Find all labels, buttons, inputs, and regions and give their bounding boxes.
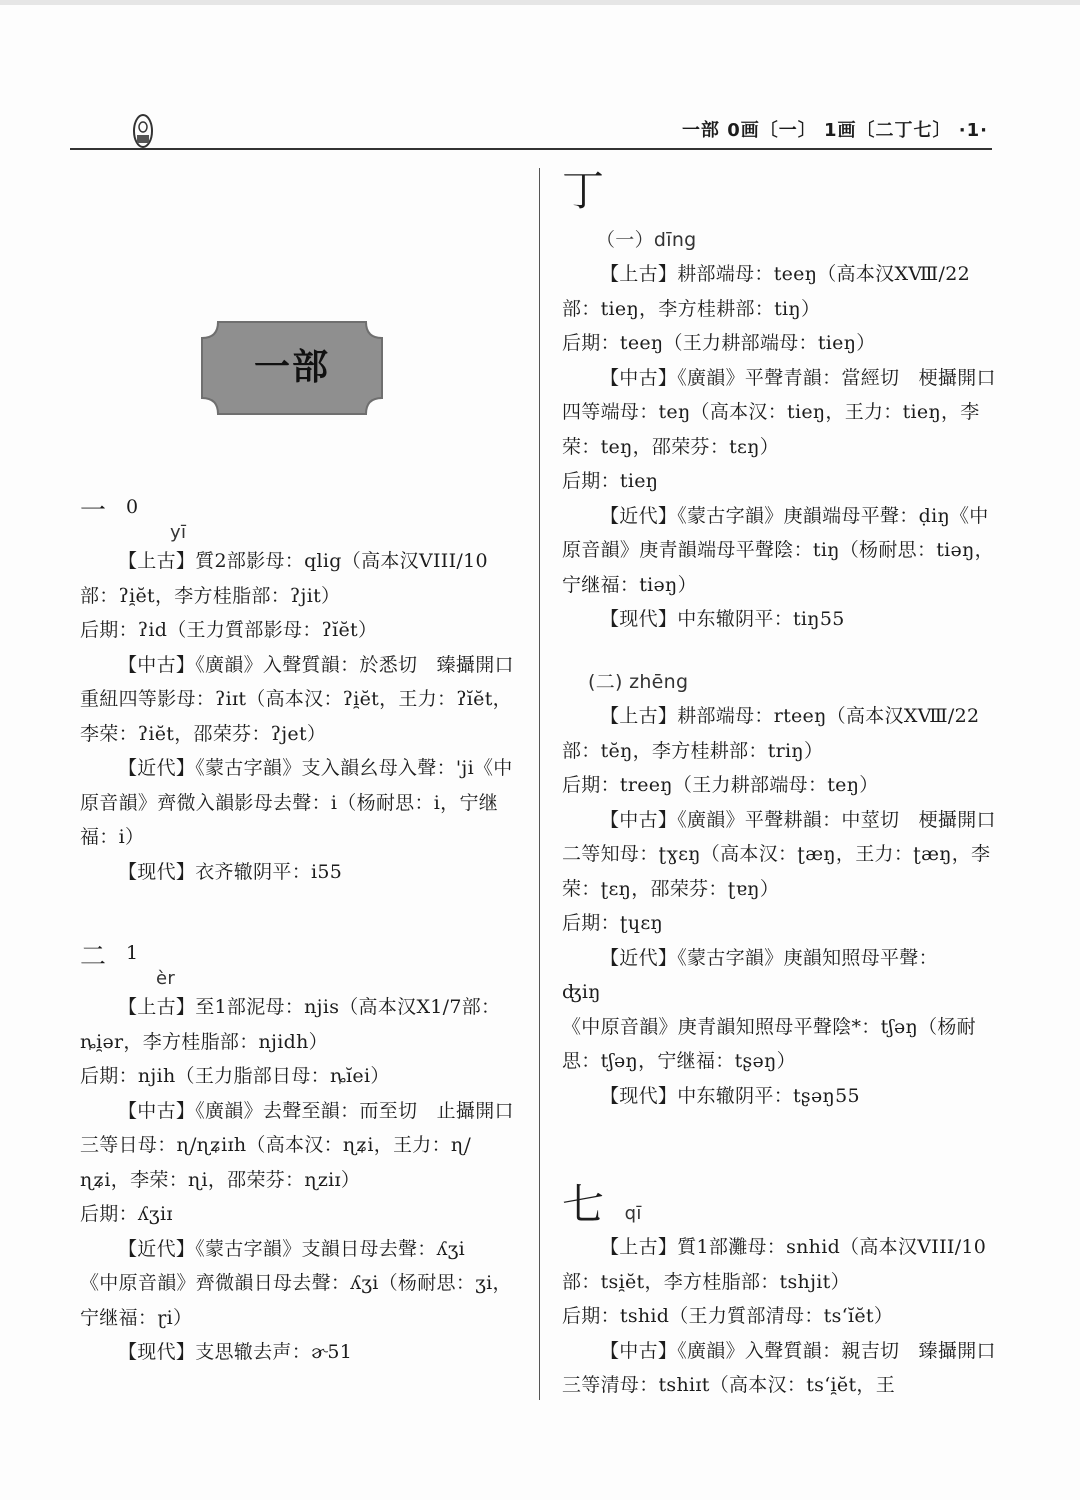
zhonggu-text: 【中古】《廣韻》平聲青韻：當經切 梗攝開口四等端母：teŋ（高本汉：tieŋ，王力：tieŋ，李荣：teŋ，邵荣芬：tɛŋ） xyxy=(562,366,996,458)
zhonggu-text: 【中古】《廣韻》入聲質韻：親吉切 臻攝開口三等清母：tshiɪt（高本汉：tsʻi̯ĕt，王 xyxy=(562,1339,996,1396)
zhonggu-text: 【中古】《廣韻》平聲耕韻：中莖切 梗攝開口二等知母：ʈɣɛŋ（高本汉：ʈæŋ，王力：ʈæŋ，李荣：ʈɛŋ，邵荣芬：ʈɐŋ） xyxy=(562,808,996,900)
pinyin: qī xyxy=(624,1203,642,1224)
shanggu-late-text: 后期：ʔid（王力質部影母：ʔĭĕt） xyxy=(80,619,378,641)
head-character: 七 xyxy=(562,1180,605,1229)
reading-label: (二) zhēng xyxy=(588,670,689,693)
shanggu-text: 【上古】質1部灘母：snhid（高本汉VIII/10部：tsi̯ĕt，李方桂脂部：tshjit） xyxy=(562,1236,987,1293)
xiandai-text: 【现代】中东辙阴平：tiŋ55 xyxy=(600,608,845,630)
head-character: 丁 xyxy=(562,166,605,215)
jindai-text-2: ʤiŋ xyxy=(562,981,601,1003)
zhonggu-late-text: 后期：ʎʒiɪ xyxy=(80,1203,173,1225)
shanggu-late-text: 后期：treeŋ（王力耕部端母：teŋ） xyxy=(562,774,879,796)
zhonggu-late-text: 后期：ʈɥɛŋ xyxy=(562,912,664,934)
zhonggu-text: 【中古】《廣韻》去聲至韻：而至切 止攝開口三等日母：ɳ/ɳʑiɪh（高本汉：ɳʑi，王力：ɳ/ɳʑi，李荣：ɳi，邵荣芬：ɳziɪ） xyxy=(80,1099,514,1191)
section-badge xyxy=(200,320,384,416)
column-divider xyxy=(539,168,540,1400)
shanggu-text: 【上古】至1部泥母：njis（高本汉X1/7部：ȵi̯ər，李方桂脂部：njidh） xyxy=(80,996,501,1053)
header-rule xyxy=(70,148,992,150)
stroke-count: 0 xyxy=(126,496,139,518)
zhonggu-late-text: 后期：tieŋ xyxy=(562,470,659,492)
shanggu-late-text: 后期：teeŋ（王力耕部端母：tieŋ） xyxy=(562,332,876,354)
top-strip xyxy=(0,0,1080,5)
zhonggu-text: 【中古】《廣韻》入聲質韻：於悉切 臻攝開口重紐四等影母：ʔiɪt（高本汉：ʔi̯ĕt，王力：ʔĭĕt，李荣：ʔiĕt，邵荣芬：ʔjet） xyxy=(80,653,514,745)
jindai-text: 【近代】《蒙古字韻》庚韻知照母平聲： xyxy=(600,946,938,969)
entry-qi xyxy=(562,1180,1002,1403)
shanggu-text: 【上古】質2部影母：qlig（高本汉VIII/10部：ʔi̯ĕt，李方桂脂部：ʔjit） xyxy=(80,550,488,607)
xiandai-text: 【现代】支思辙去声：ɚ51 xyxy=(118,1341,353,1363)
jindai-text: 【近代】《蒙古字韻》支韻日母去聲：ʎʒi xyxy=(118,1237,466,1260)
xiandai-text: 【现代】中东辙阴平：tʂəŋ55 xyxy=(600,1084,860,1107)
shanggu-text: 【上古】耕部端母：rteeŋ（高本汉XⅧ/22部：tĕŋ，李方桂耕部：triŋ） xyxy=(562,705,980,762)
pinyin: yī xyxy=(170,522,187,543)
stroke-count: 1 xyxy=(126,942,139,964)
jindai-text: 【近代】《蒙古字韻》支入韻幺母入聲：'ji《中原音韻》齊微入韻影母去聲：i（杨耐思：i，宁继福：i） xyxy=(80,757,513,848)
entry-er xyxy=(80,938,520,1370)
shanggu-text: 【上古】耕部端母：teeŋ（高本汉XⅧ/22部：tieŋ，李方桂耕部：tiŋ） xyxy=(562,263,970,320)
reading-label: （一）dīng xyxy=(596,228,697,251)
head-character: 一 xyxy=(80,496,107,526)
jindai-text: 【近代】《蒙古字韻》庚韻端母平聲：ḍiŋ《中原音韻》庚青韻端母平聲陰：tiŋ（杨耐思：tiəŋ，宁继福：tiəŋ） xyxy=(562,504,994,596)
entry-yi xyxy=(80,492,520,889)
pinyin: èr xyxy=(156,968,176,989)
entry-ding xyxy=(562,166,1002,1113)
section-badge-label: 一部 xyxy=(253,347,330,388)
shanggu-late-text: 后期：tshid（王力質部清母：tsʻĭĕt） xyxy=(562,1305,894,1327)
shanggu-late-text: 后期：njih（王力脂部日母：ȵĭei） xyxy=(80,1065,390,1087)
jindai-text-2: 《中原音韻》齊微韻日母去聲：ʎʒi（杨耐思：ʒi，宁继福：ɽi） xyxy=(80,1272,512,1329)
xiandai-text: 【现代】衣齐辙阴平：i55 xyxy=(118,860,343,883)
jindai-text-3: 《中原音韻》庚青韻知照母平聲陰*：tʃəŋ（杨耐思：tʃəŋ，宁继福：tʂəŋ） xyxy=(562,1015,976,1072)
head-character: 二 xyxy=(80,942,107,972)
seal-logo-icon xyxy=(132,113,154,149)
page-header-title: 一部 0画〔一〕 1画〔二丁七〕 ·1· xyxy=(681,120,988,141)
